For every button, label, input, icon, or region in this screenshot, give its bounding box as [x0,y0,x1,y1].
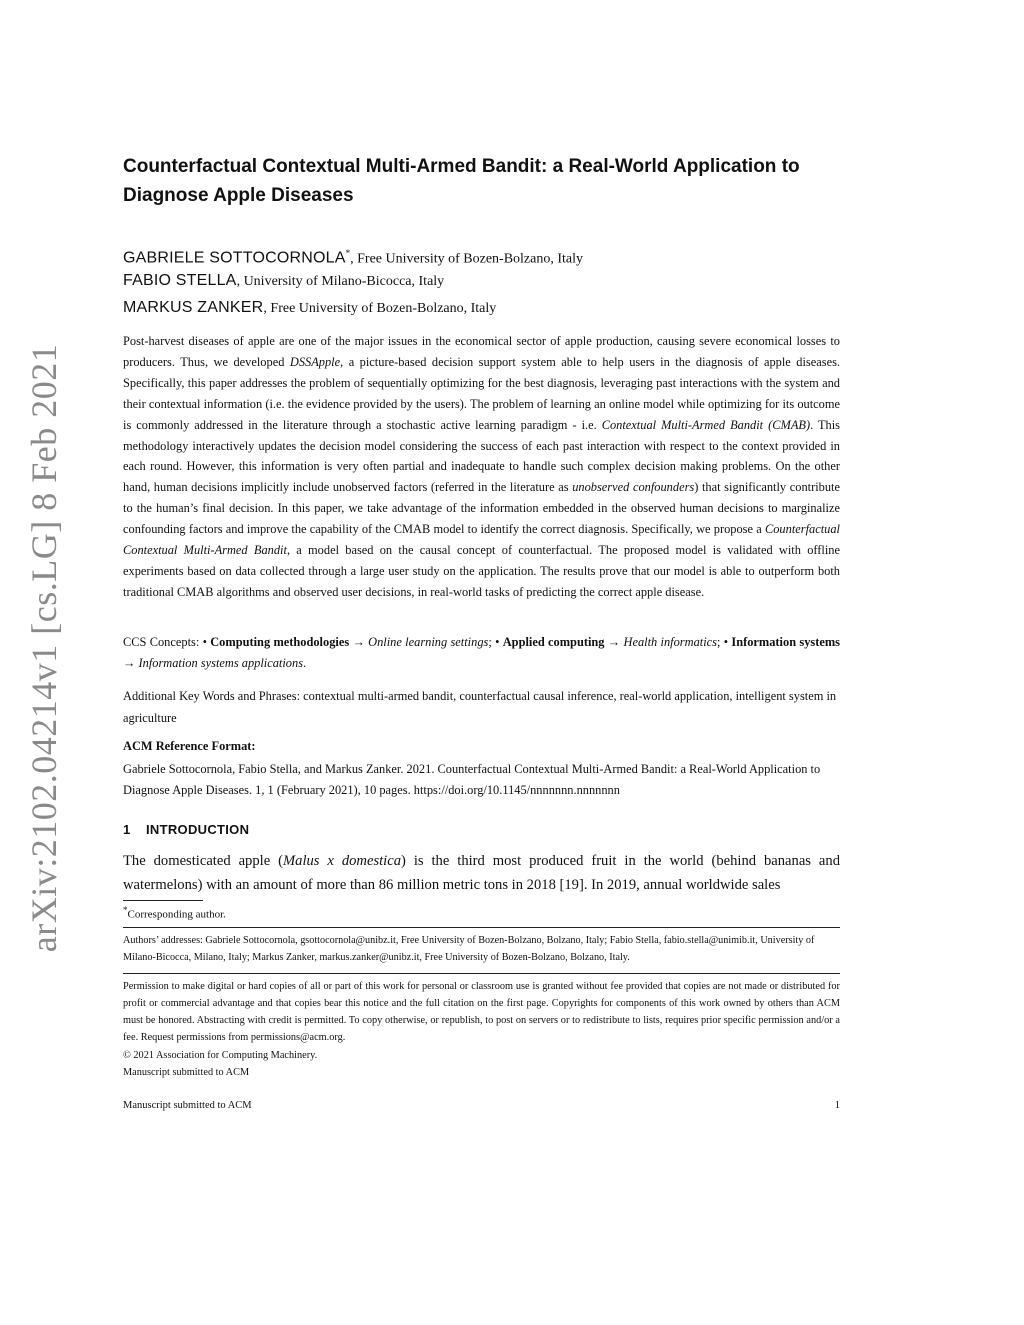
ccs-arrow: → [604,635,624,649]
abstract-emphasis: unobserved confounders [572,480,695,495]
abstract-emphasis: Counterfactual Contextual Multi-Armed Bandit [123,522,840,558]
permission-notice: Permission to make digital or hard copies of all or part of this work for personal or classroom use is granted without fee provided that copies are not made or distributed for profit or commercial advantage and that copies bear this notice and the full citation on the first page. Copyrights for components of this work owned by others than ACM must be honored. Abstracting with credit is permitted. To copy otherwise, or republish, to post on servers or to redistribute to lists, requires prior specific permission and/or a fee. Request permissions from permissions@acm.org. [123,981,840,1043]
author-affiliation: , Free University of Bozen-Bolzano, Italy [350,251,584,267]
abstract [123,331,840,603]
abstract-text: , a picture-based decision support system able to help users in the diagnosis of apple diseases. Specifically, this paper addresses the problem of sequentially optimizing for the best diagnosis, leveraging past interactions with the system and their contextual information (i.e. the evidence provided by the users). The problem of learning an online model while optimizing for its outcome is commonly addressed in the literature through a stochastic active learning paradigm - i.e. [123,354,840,432]
ccs-arrow: → [349,635,369,649]
ccs-subconcept: Information systems applications [138,656,304,670]
ccs-label: CCS Concepts: • [123,635,211,649]
author-name: FABIO STELLA [123,272,237,289]
permission-divider [123,973,840,974]
author-name: GABRIELE SOTTOCORNOLA [123,249,346,267]
intro-paragraph [123,849,840,897]
footnote-mark: * [123,905,128,915]
ccs-concept: Applied computing [502,635,605,649]
abstract-text: , a model based on the causal concept of counterfactual. The proposed model is validated with offline experiments based on data collected through a large user study on the application. The results prove that our model is able to outperform both traditional CMAB algorithms and observed user decisions, in real-world tasks of predicting the correct apple disease. [123,543,841,599]
author-entry [123,294,843,321]
abstract-text: Post-harvest diseases of apple are one of the major issues in the economical sector of apple production, causing severe economical losses to producers. Thus, we developed [123,334,840,369]
abstract-text: . This methodology interactively updates the decision model considering the success of each past interaction with respect to the context provided in each round. However, this information is very often partial and inadequate to handle such complex decision making problems. On the other hand, human decisions implicitly include unobserved factors (referred in the literature as [123,417,840,495]
author-addresses: Authors’ addresses: Gabriele Sottocornola, gsottocornola@unibz.it, Free University of Bozen-Bolzano, Bolzano, Italy; Fabio Stella, fabio.stella@unimib.it, University of Milano-Bicocca, Milano, Italy; Markus Zanker, markus.zanker@unibz.it, Free University of Bozen-Bolzano, Bolzano, Italy. [123,935,815,963]
abstract-emphasis: DSSApple [289,354,341,369]
intro-text: The domesticated apple ( [123,853,283,869]
acm-reference-label: ACM Reference Format: [123,739,256,753]
ccs-end: . [303,656,307,670]
author-list [123,240,843,321]
ccs-subconcept: Online learning settings [368,635,489,649]
ccs-concept: Information systems [731,635,840,649]
page-number: 1 [834,1100,840,1111]
ccs-separator: ; • [488,635,503,649]
abstract-emphasis: Contextual Multi-Armed Bandit (CMAB) [601,417,811,432]
author-entry [123,240,843,267]
ccs-arrow: → [123,656,139,670]
ccs-subconcept: Health informatics [623,635,717,649]
footnote-text: Corresponding author. [127,908,226,921]
ccs-separator: ; • [716,635,732,649]
footnote-divider [123,900,203,901]
arxiv-identifier: arXiv:2102.04214v1 [cs.LG] 8 Feb 2021 [24,343,64,953]
submission-note: Manuscript submitted to ACM [123,1067,250,1078]
keywords: Additional Key Words and Phrases: contextual multi-armed bandit, counterfactual causal inference, real-world application, intelligent system in agriculture [123,689,837,725]
abstract-text: ) that significantly contribute to the human’s final decision. In this paper, we take advantage of the information embedded in the observed human decisions to marginalize confounding factors and improve the capability of the CMAB model to identify the correct diagnosis. Specifically, we propose a [123,480,840,537]
paper-title: Counterfactual Contextual Multi-Armed Bandit: a Real-World Application to Diagnose Apple Diseases [123,156,800,206]
author-entry [123,267,843,294]
ccs-concepts [123,632,840,674]
author-affiliation: , Free University of Bozen-Bolzano, Italy [263,301,497,316]
author-footnote-mark: * [345,248,351,258]
intro-text: ) is the third most produced fruit in the world (behind bananas and watermelons) with an amount of more than 86 million metric tons in 2018 [19]. In 2019, annual worldwide sales [123,853,840,893]
section-title: INTRODUCTION [146,822,250,837]
footnote [123,905,226,921]
ccs-concept: Computing methodologies [210,635,350,649]
author-name: MARKUS ZANKER [123,299,264,316]
intro-emphasis: Malus x domestica [282,853,402,869]
author-affiliation: , University of Milano-Bicocca, Italy [236,274,445,289]
section-number: 1 [123,822,131,837]
acm-reference-text: Gabriele Sottocornola, Fabio Stella, and Markus Zanker. 2021. Counterfactual Contextual Multi-Armed Bandit: a Real-World Application to Diagnose Apple Diseases. 1, 1 (February 2021), 10 pages. https://doi.org/10.1145/nnnnnnn.nnnnnnn [123,762,821,797]
section-heading [123,822,249,837]
addresses-divider [123,927,840,928]
footer-venue: Manuscript submitted to ACM [123,1100,252,1111]
copyright-notice: © 2021 Association for Computing Machinery. [123,1050,318,1061]
